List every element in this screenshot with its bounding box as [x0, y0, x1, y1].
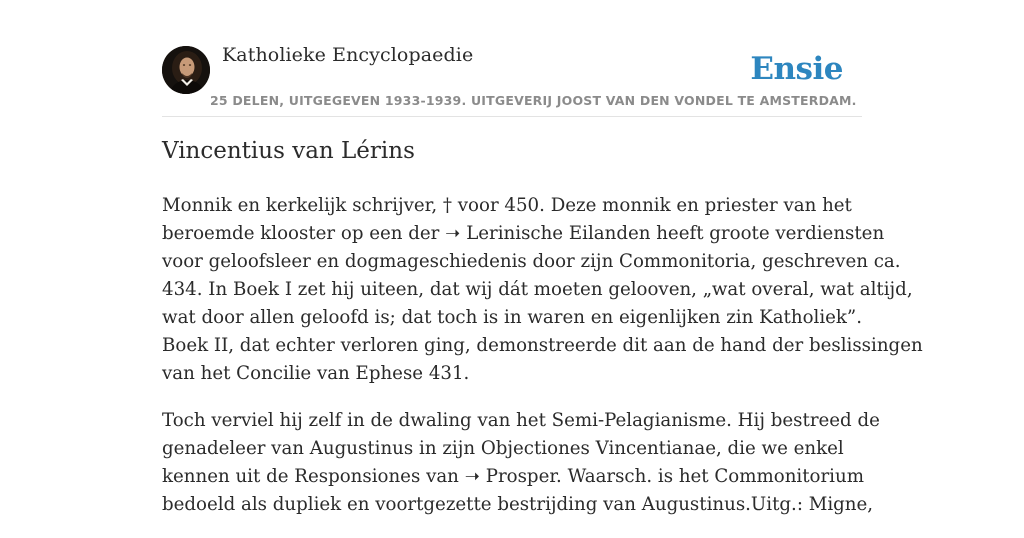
text-line: van het Concilie van Ephese 431.: [162, 363, 470, 384]
link-lerinische-eilanden[interactable]: Lerinische Eilanden: [460, 223, 651, 244]
article-paragraph-1: [162, 192, 923, 388]
text-line: Toch verviel hij zelf in de dwaling van het Semi-Pelagianisme. Hij bestreed de: [162, 410, 880, 431]
article-paragraph-2: [162, 407, 880, 519]
text-line-with-link: [162, 220, 885, 248]
portrait-avatar-icon[interactable]: [162, 46, 210, 94]
text-line: wat door allen geloofd is; dat toch is in waren en eigenlijken zin Katholiek”.: [162, 307, 863, 328]
header: [162, 0, 862, 117]
source-title[interactable]: Katholieke Encyclopaedie: [222, 44, 474, 66]
text-line: Boek II, dat echter verloren ging, demonstreerde dit aan de hand der beslissingen: [162, 335, 923, 356]
link-prosper[interactable]: Prosper.: [479, 466, 562, 487]
text-line-with-link: [162, 463, 862, 491]
text-line: 434. In Boek I zet hij uiteen, dat wij dát moeten gelooven, „wat overal, wat altijd,: [162, 279, 913, 300]
text-line: genadeleer van Augustinus in zijn Objectiones Vincentianae, die we enkel: [162, 438, 844, 459]
text-segment: kennen uit de Responsiones van: [162, 466, 465, 487]
text-segment: Waarsch. is het Commonitorium: [561, 466, 864, 487]
text-line: voor geloofsleer en dogmageschiedenis door zijn Commonitoria, geschreven ca.: [162, 251, 901, 272]
text-line: bedoeld als dupliek en voortgezette bestrijding van Augustinus.Uitg.: Migne,: [162, 494, 874, 515]
text-segment: heeft groote verdiensten: [650, 223, 885, 244]
article-title: Vincentius van Lérins: [162, 138, 415, 164]
text-segment: beroemde klooster op een der: [162, 223, 446, 244]
text-line: Monnik en kerkelijk schrijver, † voor 450. Deze monnik en priester van het: [162, 195, 852, 216]
page-container: [162, 0, 923, 515]
article-body: [162, 192, 923, 538]
arrow-right-icon[interactable]: ➝: [445, 223, 461, 244]
arrow-right-icon[interactable]: ➝: [464, 466, 480, 487]
source-subtitle: 25 DELEN, UITGEGEVEN 1933-1939. UITGEVERIJ JOOST VAN DEN VONDEL TE AMSTERDAM.: [210, 93, 857, 108]
ensie-logo[interactable]: Ensie: [750, 51, 843, 87]
